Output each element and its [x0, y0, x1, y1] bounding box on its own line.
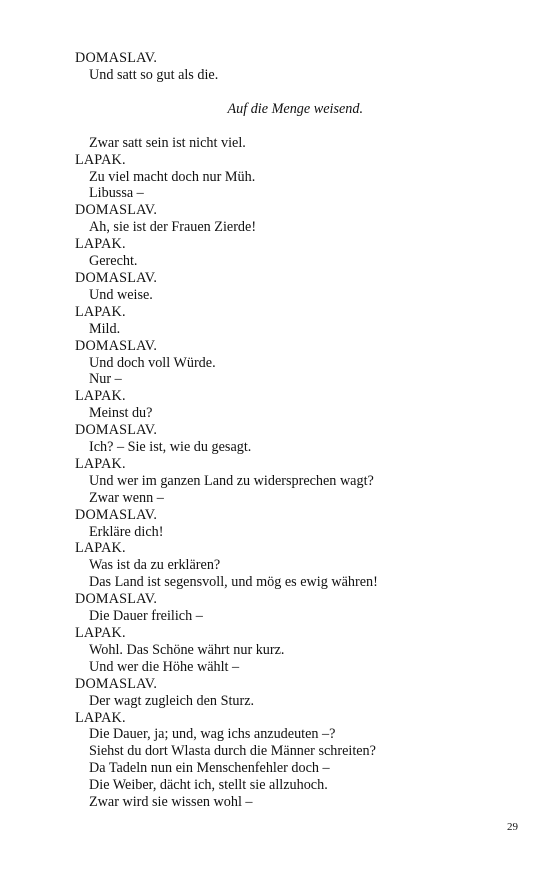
verse-line: Mild.	[89, 320, 121, 337]
verse-line: Nur –	[89, 371, 122, 388]
verse-line: Und wer im ganzen Land zu widersprechen wagt?	[89, 472, 374, 489]
verse-line: Ich? – Sie ist, wie du gesagt.	[89, 439, 252, 456]
speaker-name: DOMASLAV.	[75, 506, 158, 523]
verse-line: Ah, sie ist der Frauen Zierde!	[89, 219, 257, 236]
verse-line: Die Dauer freilich –	[89, 608, 203, 625]
verse-line: Wohl. Das Schöne währt nur kurz.	[89, 641, 285, 658]
speaker-name: LAPAK.	[75, 388, 126, 405]
speaker-name: DOMASLAV.	[75, 337, 158, 354]
verse-line: Das Land ist segensvoll, und mög es ewig währen!	[89, 574, 378, 591]
speaker-name: LAPAK.	[75, 236, 126, 253]
verse-line: Und weise.	[89, 286, 153, 303]
speaker-name: DOMASLAV.	[75, 422, 158, 439]
speaker-name: LAPAK.	[75, 151, 126, 168]
speaker-name: LAPAK.	[75, 625, 126, 641]
verse-line: Libussa –	[89, 185, 144, 202]
verse-line: Und wer die Höhe wählt –	[89, 658, 240, 675]
verse-line: Meinst du?	[89, 405, 153, 422]
speaker-name: DOMASLAV.	[75, 675, 158, 692]
verse-line: Zu viel macht doch nur Müh.	[89, 168, 256, 185]
page-number: 29	[507, 821, 518, 833]
play-text	[75, 50, 475, 811]
speaker-name: LAPAK.	[75, 540, 126, 557]
verse-line: Der wagt zugleich den Sturz.	[89, 692, 255, 709]
speaker-name: DOMASLAV.	[75, 50, 158, 66]
verse-line: Und satt so gut als die.	[89, 66, 219, 83]
stage-direction: Auf die Menge weisend.	[227, 100, 363, 117]
verse-line: Die Dauer, ja; und, wag ichs anzudeuten –?	[89, 726, 336, 743]
verse-line: Zwar satt sein ist nicht viel.	[89, 134, 246, 151]
verse-line: Was ist da zu erklären?	[89, 557, 221, 574]
speaker-name: DOMASLAV.	[75, 202, 158, 219]
verse-line: Gerecht.	[89, 253, 138, 270]
verse-line: Erkläre dich!	[89, 523, 164, 540]
speaker-name: LAPAK.	[75, 455, 126, 472]
verse-line: Da Tadeln nun ein Menschenfehler doch –	[89, 760, 330, 777]
verse-line: Zwar wenn –	[89, 489, 164, 506]
speaker-name: DOMASLAV.	[75, 269, 158, 286]
verse-line: Zwar wird sie wissen wohl –	[89, 794, 253, 811]
speaker-name: DOMASLAV.	[75, 591, 158, 608]
verse-line: Die Weiber, dächt ich, stellt sie allzuhoch.	[89, 777, 328, 794]
speaker-name: LAPAK.	[75, 709, 126, 726]
verse-line: Und doch voll Würde.	[89, 354, 216, 371]
verse-line: Siehst du dort Wlasta durch die Männer schreiten?	[89, 743, 376, 760]
speaker-name: LAPAK.	[75, 303, 126, 320]
